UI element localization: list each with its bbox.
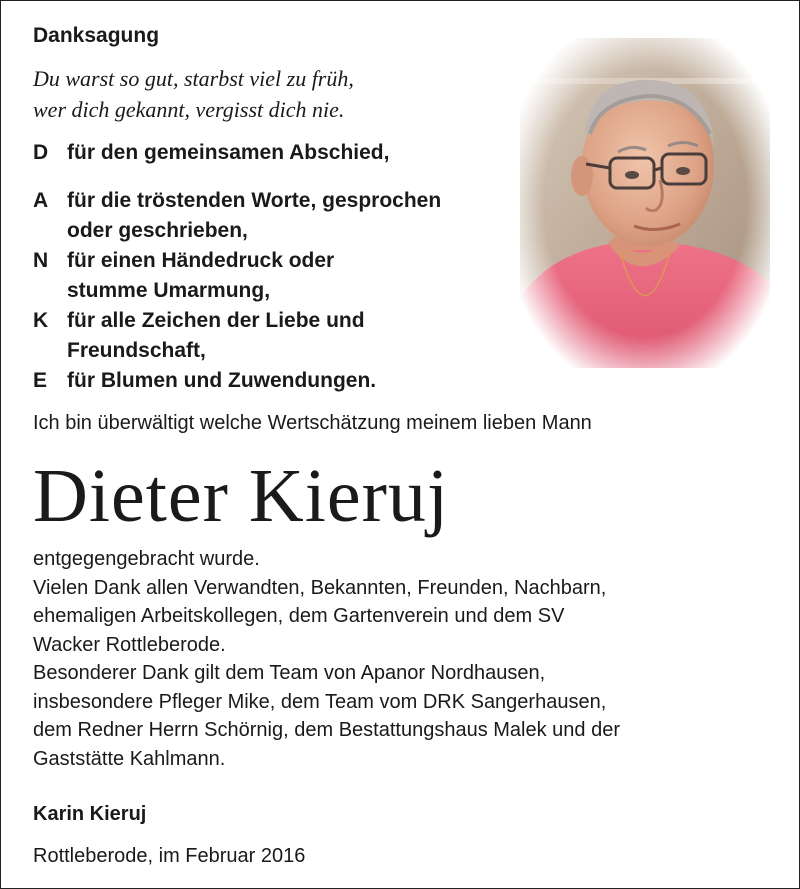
thanks-body	[33, 545, 783, 773]
deceased-name: Dieter Kieruj	[33, 454, 450, 538]
body-line: Besonderer Dank gilt dem Team von Apanor Nordhausen,	[33, 662, 546, 684]
acrostic-text	[67, 186, 503, 246]
acrostic-row	[33, 138, 503, 168]
poem-line: Du warst so gut, starbst viel zu früh,	[33, 66, 354, 91]
signature: Karin Kieruj	[33, 803, 147, 825]
acrostic-text	[67, 246, 503, 306]
acrostic-letter: E	[33, 369, 48, 392]
acrostic-line: für alle Zeichen der Liebe und	[67, 309, 365, 332]
acrostic-letter: N	[33, 249, 49, 272]
body-line: Vielen Dank allen Verwandten, Bekannten, Freunden, Nachbarn,	[33, 576, 607, 599]
place-date: Rottleberode, im Februar 2016	[33, 845, 306, 867]
acrostic-line: für Blumen und Zuwendungen.	[67, 369, 377, 392]
acrostic-text	[67, 366, 503, 396]
poem	[33, 63, 354, 125]
notice-heading: Danksagung	[33, 24, 160, 47]
acrostic-row	[33, 366, 503, 396]
acrostic-list	[33, 138, 503, 396]
body-line: dem Redner Herrn Schörnig, dem Bestattungshaus Malek und der	[33, 719, 620, 741]
acrostic-row	[33, 306, 503, 366]
body-line: Gaststätte Kahlmann.	[33, 747, 226, 770]
acrostic-line: stumme Umarmung,	[67, 279, 271, 302]
acrostic-line: Freundschaft,	[67, 339, 206, 362]
intro-text: Ich bin überwältigt welche Wertschätzung meinem lieben Mann	[33, 412, 592, 434]
acrostic-letter: K	[33, 309, 49, 332]
acrostic-letter: A	[33, 189, 49, 212]
acrostic-line: für den gemeinsamen Abschied,	[67, 141, 390, 164]
acrostic-text	[67, 306, 503, 366]
body-line: entgegengebracht wurde.	[33, 548, 260, 570]
portrait-photo	[520, 38, 770, 368]
body-line: ehemaligen Arbeitskollegen, dem Gartenverein und dem SV	[33, 605, 565, 627]
body-line: insbesondere Pfleger Mike, dem Team vom DRK Sangerhausen,	[33, 690, 607, 713]
acrostic-line: oder geschrieben,	[67, 219, 248, 242]
acrostic-line: für die tröstenden Worte, gesprochen	[67, 189, 442, 212]
poem-line: wer dich gekannt, vergisst dich nie.	[33, 97, 345, 122]
acrostic-text	[67, 138, 503, 168]
acrostic-line: für einen Händedruck oder	[67, 249, 335, 272]
acrostic-row	[33, 246, 503, 306]
acrostic-row	[33, 186, 503, 246]
acrostic-letter: D	[33, 141, 49, 164]
body-line: Wacker Rottleberode.	[33, 633, 226, 656]
